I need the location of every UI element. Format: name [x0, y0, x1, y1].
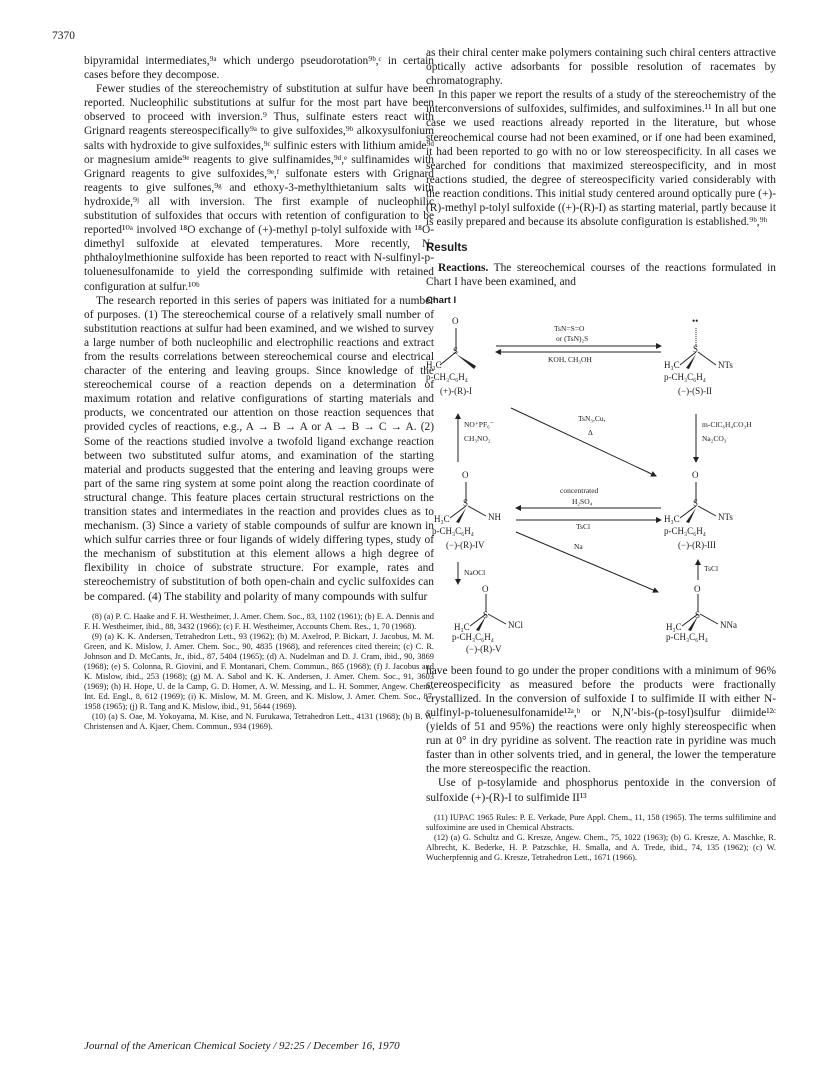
reagent-label: Δ: [588, 427, 593, 437]
paragraph: [426, 261, 776, 289]
atom-label: H₃C: [426, 359, 442, 370]
wedge-bond: [456, 354, 476, 369]
atom-label: O: [482, 583, 489, 594]
atom-label: O: [462, 469, 469, 480]
left-column: [84, 54, 434, 732]
paragraph: Fewer studies of the stereochemistry of substitution at sulfur have been reported. Nucleophilic substitutions at sulfur for the most part have been observed to proceed with inversion.⁹ Thus, sulfinate esters react with Grignard reagents stereospecifically⁹ᵃ to give sulfoxides,⁹ᵇ alkoxysulfonium salts with hydroxide to give sulfoxides,⁹ᶜ sulfinic esters with lithium amide⁹ᵈ or magnesium amide⁹ᵉ reagents to give sulfinamides,⁹ᵈ,ᵉ sulfinamides with Grignard reagents to give sulfoxides,⁹ᵉ,ᶠ sulfonate esters with Grignard reagents to give sulfones,⁹ᵍ and ethoxy-3-methylthietanium salts with hydroxide,⁹ʲ all with inversion. The first example of nucleophilic substitution of sulfoxides that occurs with retention of configuration to be reported¹⁰ᵃ involved ¹⁸O exchange of (+)-methyl p-tolyl sulfoxide with ¹⁸O-dimethyl sulfoxide at elevated temperatures. More recently, N-phthaloylmethionine sulfoxide has been reported to react with N-sulfinyl-p-toluenesulfonamide to yield the corresponding sulfimide with retained configuration at sulfur.¹⁰ᵇ: [84, 83, 434, 293]
compound-id-iii: (−)-(R)-III: [678, 539, 717, 550]
paragraph: Use of p-tosylamide and phosphorus pentoxide in the conversion of sulfoxide (+)-(R)-I to sulfimide II¹³: [426, 777, 776, 804]
atom-label: O: [694, 583, 701, 594]
paragraph: The research reported in this series of papers was initiated for a number of purposes. (1) The stereochemical course of a relatively small number of substitution reactions at sulfur had been examined, and we wished to survey a large number of both nucleophilic and electrophilic reactions and extract from the results correlations between stereochemical course and electrical character of the entering and leaving groups. Since knowledge of the stereochemical course of a reaction depends on a determination of maximum rotation and relative configurations of starting materials and products, we concentrated our attention on those reaction sequences that provided cycles of reactions, e.g., A → B → A or A → B → C → A. (2) Some of the reactions studied involve a twofold ligand exchange reaction between two substituted sulfur atoms, and examination of the starting material and products suggested that the entering and leaving groups were part of the same ring system at some point along the reaction coordinate of structural change. This feature places certain structural restrictions on the transition states and intermediates in the reaction and provides clues as to mechanism. (3) Since a variety of stable compounds of sulfur are known in which sulfur carries three or four ligands of widely differing types, study of the mechanism of substitution at this element allows a high degree of flexibility in choice of substrate structure. For example, rates and stereochemistry of substitution of both open-chain and cyclic sulfoxides can be compared. (4) The stability and polarity of many compounds with sulfur: [84, 294, 434, 603]
runin-heading: Reactions.: [438, 262, 489, 275]
aryl-label: p-CH₃C₆H₄: [664, 525, 706, 536]
reagent-label: KOH, CH₃OH: [548, 354, 592, 364]
bond: [698, 506, 716, 516]
footnote: (10) (a) S. Oae, M. Yokoyama, M. Kise, and N. Furukawa, Tetrahedron Lett., 4131 (1968); (b) B. W. Christensen and A. Kjaer, Chem. Commun., 934 (1969).: [84, 711, 434, 731]
reagent-label: Na₂CO₃: [702, 433, 727, 443]
atom-label: O: [452, 315, 459, 326]
journal-footer: Journal of the American Chemical Society / 92:25 / December 16, 1970: [84, 1040, 400, 1052]
reagent-label: m-ClC₆H₄CO₃H: [702, 419, 752, 429]
reagent-label: H₂SO₄: [572, 496, 593, 506]
bond: [488, 614, 506, 624]
atom-label: S: [463, 497, 469, 508]
atom-label: S: [693, 343, 699, 354]
atom-label: S: [695, 609, 701, 620]
atom-label: H₃C: [454, 621, 470, 632]
reagent-label: TsN₃,Cu,: [578, 413, 606, 423]
reaction-scheme: [426, 310, 776, 640]
atom-label: NTs: [718, 359, 733, 370]
atom-label: H₃C: [664, 359, 680, 370]
reagent-label: TsCl: [576, 521, 591, 531]
footnote: (12) (a) G. Schultz and G. Kresze, Angew. Chem., 75, 1022 (1963); (b) G. Kresze, A. Maschke, R. Albrecht, K. Bederke, H. P. Patzschke, H. Smalla, and A. Trede, ibid., 74, 135 (1962); (c) W. Wucherpfennig and G. Kresze, Tetrahedron Lett., 1671 (1966).: [426, 832, 776, 862]
reagent-label: Na: [574, 541, 583, 551]
atom-label: NCl: [508, 619, 524, 630]
bond: [700, 614, 718, 624]
reagent-label: or (TsN)₂S: [556, 333, 589, 343]
compound-id-ii: (−)-(S)-II: [678, 385, 713, 396]
section-heading-results: Results: [426, 242, 468, 255]
aryl-label: p-CH₃C₆H₄: [426, 371, 468, 382]
aryl-label: p-CH₃C₆H₄: [664, 371, 706, 382]
chart-title: Chart I: [426, 294, 457, 306]
bond: [698, 352, 716, 365]
reagent-label: concentrated: [560, 485, 599, 495]
paragraph: bipyramidal intermediates,⁹ᵃ which undergo pseudorotation⁹ᵇ,ᶜ in certain cases before they decompose.: [84, 55, 434, 82]
reagent-label: NO⁺PF₆⁻: [464, 419, 494, 429]
aryl-label: p-CH₃C₆H₄: [452, 631, 494, 642]
footnotes-left: [84, 612, 434, 732]
atom-label: S: [453, 345, 459, 356]
lone-pair-label: ••: [692, 315, 699, 326]
paragraph-text: The stereochemical courses of the reactions formulated in Chart I have been examined, and: [426, 262, 776, 289]
footnote: (8) (a) P. C. Haake and F. H. Westheimer, J. Amer. Chem. Soc., 83, 1102 (1961); (b) E. A. Dennis and F. H. Westheimer, ibid., 88, 3432 (1966); (c) F. H. Westheimer, Accounts Chem. Res., 1, 70 (1968).: [84, 611, 434, 631]
paragraph: as their chiral center make polymers containing such chiral centers attractive optically active adsorbants for possible resolution of racemates by chromatography.: [426, 47, 776, 88]
reagent-label: CH₃NO₂: [464, 433, 491, 443]
compound-id-v: (−)-(R)-V: [466, 643, 502, 654]
paragraph: In this paper we report the results of a study of the stereochemistry of the interconversions of sulfoxides, sulfimides, and sulfoximines.¹¹ In all but one case we used reactions already reported in the literature, but whose stereochemical course had not been examined, or if one had been examined, it had been reported to go with no or low stereospecificity. In all cases we searched for conditions that maximized stereospecificity, and in most reactions studied, the degree of stereospecificity varied considerably with the reaction conditions. This initial study centered around optically pure (+)-(R)-methyl p-tolyl sulfoxide ((+)-(R)-I) as starting material, partly because it is easily prepared and because its absolute configuration is established.⁹ᵇ,⁹ʰ: [426, 89, 776, 229]
atom-label: S: [483, 609, 489, 620]
aryl-label: p-CH₃C₆H₄: [432, 525, 474, 536]
reagent-label: TsN=S=O: [554, 323, 585, 333]
atom-label: O: [692, 469, 699, 480]
reagent-label: NaOCl: [464, 567, 486, 577]
paragraph: have been found to go under the proper conditions with a minimum of 96% stereospecificity as measured before the products were fractionally crystallized. In the conversion of sulfoxide I to sulfimide II with either N-sulfinyl-p-toluenesulfonamide¹²ᵃ,ᵇ or N,N′-bis-(p-tosyl)sulfur diimide¹²ᶜ (yields of 51 and 95%) the reactions were only highly stereospecific when run at 0° in dry pyridine as solvent. The reaction rate in pyridine was much faster than in other solvents tried, and in general, the lower the temperature the more stereospecific the reaction.: [426, 664, 776, 776]
atom-label: H₃C: [664, 513, 680, 524]
atom-label: H₃C: [434, 513, 450, 524]
atom-label: S: [693, 497, 699, 508]
bond: [468, 506, 486, 516]
atom-label: NH: [488, 511, 501, 522]
aryl-label: p-CH₃C₆H₄: [666, 631, 708, 642]
footnote: (11) IUPAC 1965 Rules: P. E. Verkade, Pure Appl. Chem., 11, 158 (1965). The terms sulfilimine and sulfoximine are used in Chemical Abstracts.: [426, 812, 776, 832]
footnotes-right: [426, 813, 776, 863]
atom-label: NTs: [718, 511, 733, 522]
page-number: 7370: [52, 30, 75, 42]
atom-label: H₃C: [666, 621, 682, 632]
reagent-label: TsCl: [704, 563, 719, 573]
compound-id-i: (+)-(R)-I: [440, 385, 473, 396]
right-column: [426, 46, 776, 863]
arrow-iv-to-vi: [516, 532, 658, 592]
footnote: (9) (a) K. K. Andersen, Tetrahedron Lett., 93 (1962); (b) M. Axelrod, P. Bickart, J. Jacobus, M. M. Green, and K. Mislow, J. Amer. Chem. Soc., 90, 4835 (1968), and references cited therein; (c) C. R. Johnson and D. McCants, Jr., ibid., 87, 5404 (1965); (d) A. Nudelman and D. J. Cram, ibid., 90, 3869 (1968); (e) S. Colonna, R. Giovini, and F. Montanari, Chem. Commun., 865 (1968); (f) J. Jacobus and K. Mislow, ibid., 253 (1968); (g) M. A. Sabol and K. K. Andersen, J. Amer. Chem. Soc., 91, 3603 (1969); (h) H. Hope, U. de la Camp, G. D. Homer, A. W. Messing, and L. H. Sommer, Angew. Chem., Int. Ed. Engl., 8, 612 (1969); (i) K. Mislow, M. M. Green, and K. Mislow, J. Amer. Chem. Soc., 87, 1958 (1965); (j) R. Tang and K. Mislow, ibid., 91, 5644 (1969).: [84, 631, 434, 711]
atom-label: NNa: [720, 619, 737, 630]
compound-id-iv: (−)-(R)-IV: [446, 539, 485, 550]
